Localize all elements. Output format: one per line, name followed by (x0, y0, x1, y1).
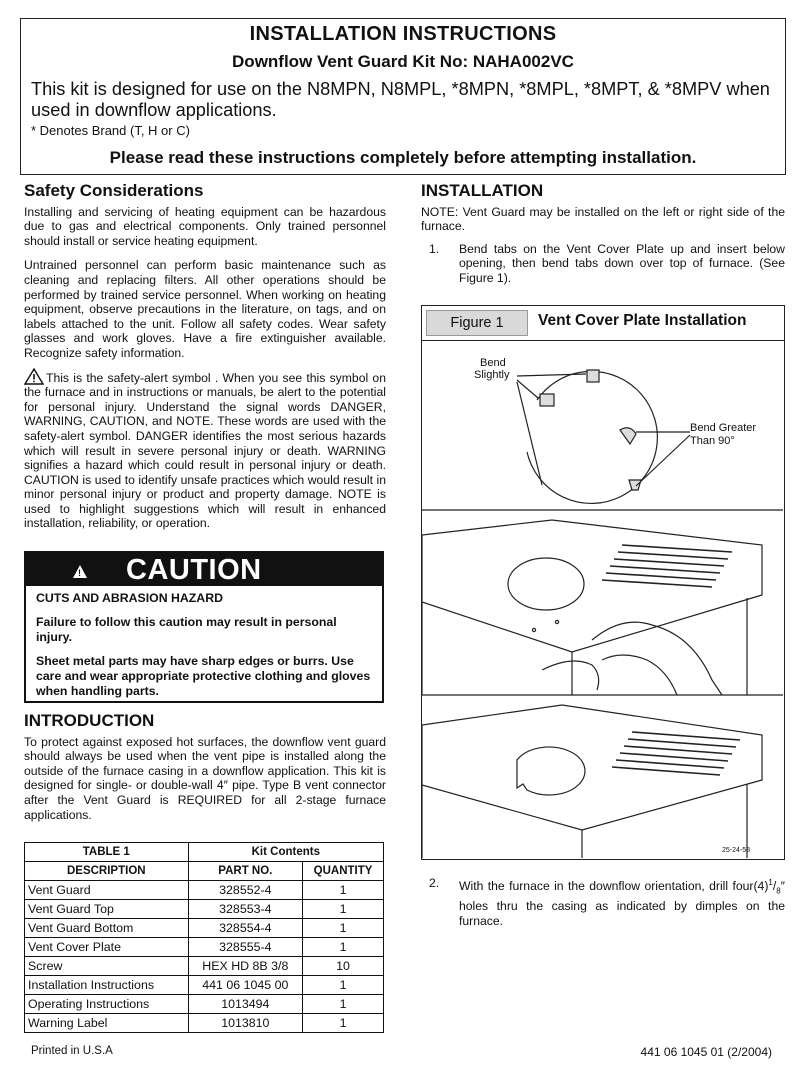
safety-paragraph-2: Untrained personnel can perform basic maintenance such as cleaning and replacing filters. All other operations should be performed by trained service personnel. When working on heating equipment, observe precautions in the literature, on tags, and on labels attached to the unit. Follow all safety codes. Wear safety glasses and work gloves. Have a fire extinguisher available. Recognize safety information. (24, 258, 386, 360)
table-row (25, 919, 384, 938)
safety-paragraph-1: Installing and servicing of heating equipment can be hazardous due to gas and electrical components. Only trained personnel should install or service heating equipment. (24, 204, 386, 248)
table-row (25, 957, 384, 976)
vent-cover-plate-illustration (422, 340, 783, 858)
safety-section (24, 181, 386, 541)
label-bend-slightly-1: Bend (480, 357, 506, 369)
table-cell: 328555-4 (188, 938, 303, 957)
applicability-statement: This kit is designed for use on the N8MPN, N8MPL, *8MPN, *8MPL, *8MPT, & *8MPV when used in downflow applications. (31, 79, 770, 120)
step-2-text-a: With the furnace in the downflow orientation, drill four(4) (459, 879, 769, 894)
table-cell: 1 (303, 881, 384, 900)
table-cell: 1013810 (188, 1014, 303, 1033)
table-cell: HEX HD 8B 3/8 (188, 957, 303, 976)
table-cell: 441 06 1045 00 (188, 976, 303, 995)
table-row (25, 995, 384, 1014)
table-cell: Vent Guard Top (25, 900, 189, 919)
figure-header (422, 306, 784, 341)
figure-code: 25-24-58 (722, 847, 751, 854)
table-cell: 1 (303, 919, 384, 938)
table-cell: 328553-4 (188, 900, 303, 919)
column-header: QUANTITY (303, 862, 384, 881)
table-cell: Vent Cover Plate (25, 938, 189, 957)
printed-note: Printed in U.S.A (31, 1045, 113, 1057)
introduction-text: To protect against exposed hot surfaces, the downflow vent guard should always be used when the vent pipe is installed along the outside of the furnace casing in a downflow application. This kit is designed for single- or double-wall 4″ pipe. Type B vent connector after the Vent Guard is REQUIRED for all 2-stage furnace applications. (24, 734, 386, 822)
kit-contents-table (24, 842, 384, 1033)
caution-line-1: Failure to follow this caution may result in personal injury. (36, 615, 337, 644)
figure-tag: Figure 1 (426, 310, 528, 336)
safety-paragraph-3 (24, 371, 386, 532)
table-cell: Screw (25, 957, 189, 976)
installation-note: NOTE: Vent Guard may be installed on the left or right side of the furnace. (421, 204, 785, 234)
table-cell: 10 (303, 957, 384, 976)
step-2-row (421, 876, 785, 928)
safety-alert-icon (24, 368, 44, 385)
table-row (25, 1014, 384, 1033)
label-bend-greater-2: Than 90° (690, 435, 735, 447)
table-row (25, 976, 384, 995)
table-cell: 1 (303, 1014, 384, 1033)
table-row (25, 881, 384, 900)
read-instructions-note: Please read these instructions completely before attempting installation. (109, 148, 697, 167)
installation-heading: INSTALLATION (421, 181, 544, 200)
table-cell: Installation Instructions (25, 976, 189, 995)
table-cell: Operating Instructions (25, 995, 189, 1014)
installation-section (421, 181, 785, 286)
table-row (25, 938, 384, 957)
caution-line-2: Sheet metal parts may have sharp edges or burrs. Use care and wear appropriate protective clothing and gloves when handling parts. (36, 654, 371, 698)
kit-number: Downflow Vent Guard Kit No: NAHA002VC (232, 52, 574, 71)
caution-word: CAUTION (126, 554, 262, 586)
step-1 (421, 242, 785, 286)
caution-hazard: CUTS AND ABRASION HAZARD (36, 591, 223, 605)
step-number: 2. (429, 876, 440, 890)
label-bend-slightly-2: Slightly (474, 369, 510, 381)
step-1-text: Bend tabs on the Vent Cover Plate up and insert below opening, then bend tabs down over top of furnace. (See Figure 1). (459, 241, 785, 285)
table-title: Kit Contents (188, 843, 383, 862)
caution-box (24, 551, 384, 703)
introduction-section (24, 711, 386, 832)
introduction-heading: INTRODUCTION (24, 711, 155, 730)
document-code: 441 06 1045 01 (2/2004) (640, 1045, 772, 1059)
step-number: 1. (429, 241, 440, 256)
table-cell: 1 (303, 995, 384, 1014)
brand-note: * Denotes Brand (T, H or C) (31, 123, 190, 138)
label-bend-greater-1: Bend Greater (690, 422, 757, 434)
table-row (25, 900, 384, 919)
table-body (25, 881, 384, 1033)
figure-1 (421, 305, 785, 860)
caution-body (26, 586, 382, 713)
table-title-row (25, 843, 384, 862)
figure-title: Vent Cover Plate Installation (538, 312, 747, 329)
table-cell: 1013494 (188, 995, 303, 1014)
step-2-text: With the furnace in the downflow orientation, drill $four(4)^1/_8''$ holes thru the casing as indicated by dimples on the furnace. (459, 878, 785, 928)
document-header (20, 18, 786, 175)
table-cell: Vent Guard Bottom (25, 919, 189, 938)
table-cell: 1 (303, 938, 384, 957)
table-cell: 1 (303, 900, 384, 919)
document-title: INSTALLATION INSTRUCTIONS (249, 23, 557, 45)
safety-heading: Safety Considerations (24, 181, 204, 200)
step-2 (421, 876, 785, 928)
table-cell: Vent Guard (25, 881, 189, 900)
column-header: DESCRIPTION (25, 862, 189, 881)
table-label: TABLE 1 (25, 843, 189, 862)
safety-paragraph-3-text: This is the safety-alert symbol . When you see this symbol on the furnace and in instructions or manuals, be alert to the potential for personal injury. Understand the signal words DANGER, WARNING, CAUTION, and NOTE. These words are used with the safety-alert symbol. DANGER identifies the most serious hazards which will result in severe personal injury or death. WARNING signifies a hazard which could result in personal injury or death. CAUTION is used to identify unsafe practices which would result in minor personal injury or product and property damage. NOTE is used to highlight suggestions which will result in enhanced installation, reliability, or operation. (24, 370, 386, 531)
column-header: PART NO. (188, 862, 303, 881)
warning-triangle-icon: ! (73, 565, 87, 578)
table-cell: 1 (303, 976, 384, 995)
table-cell: Warning Label (25, 1014, 189, 1033)
caution-banner (26, 553, 382, 586)
table-cell: 328554-4 (188, 919, 303, 938)
step-2-text-b: holes thru the casing as indicated by dimples on the furnace. (459, 899, 785, 928)
table-header-row (25, 862, 384, 881)
table-cell: 328552-4 (188, 881, 303, 900)
